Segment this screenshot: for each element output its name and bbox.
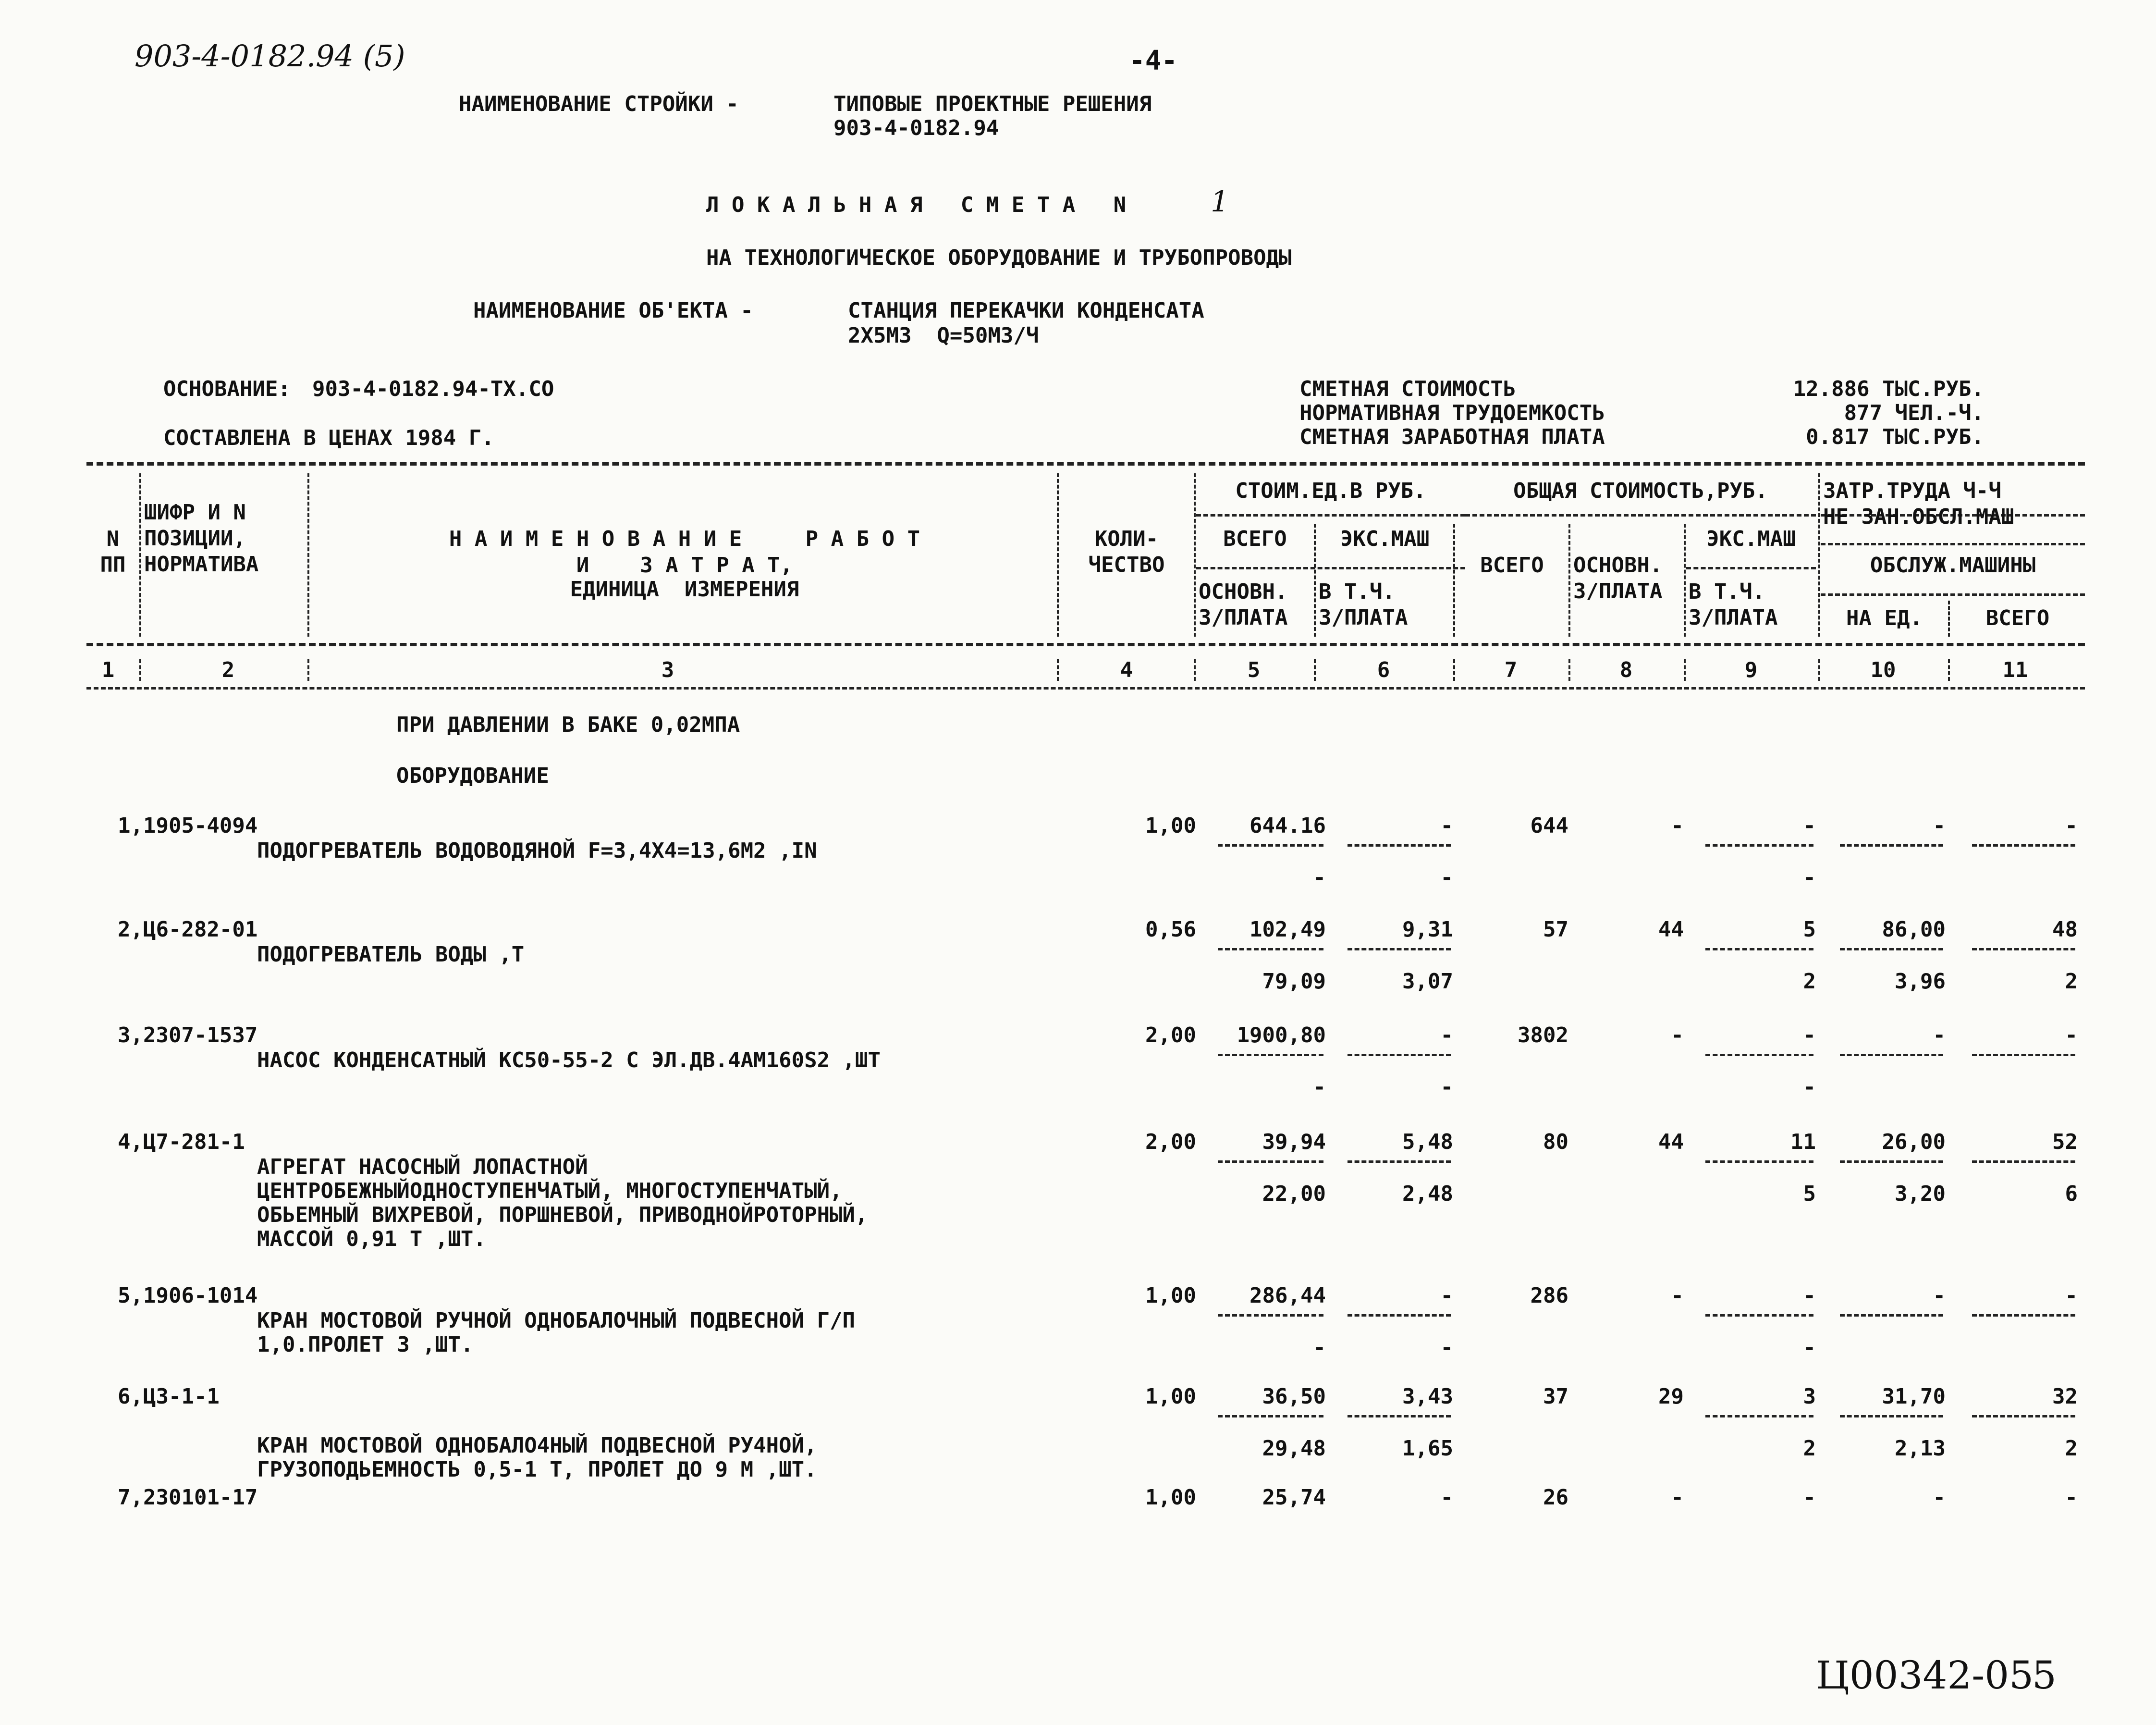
column-number: 6 [1377, 658, 1390, 682]
row-total-machine-wage: - [1803, 1075, 1816, 1099]
header-bottom-rule [86, 643, 2085, 646]
summary-value-labor: 877 ЧЕЛ.-Ч. [1844, 401, 1984, 425]
row-labor-total: 48 [2052, 917, 2078, 942]
fraction-line [1218, 1054, 1323, 1056]
fraction-line [1348, 1054, 1451, 1056]
row-unit-machine: - [1440, 1023, 1453, 1047]
object-label: НАИМЕНОВАНИЕ ОБ'ЕКТА - [473, 298, 753, 323]
header-total-machine: ЭКС.МАШ [1706, 527, 1796, 551]
fraction-line [1972, 1054, 2075, 1056]
construction-value: ТИПОВЫЕ ПРОЕКТНЫЕ РЕШЕНИЯ [833, 92, 1152, 116]
col-separator [1568, 659, 1570, 681]
row-unit-total: 286,44 [1250, 1283, 1326, 1308]
row-unit-machine-wage: 3,07 [1402, 969, 1453, 994]
row-quantity: 1,00 [1145, 1283, 1196, 1308]
row-code: 4,Ц7-281-1 [118, 1130, 245, 1154]
row-total-wage: - [1671, 1023, 1684, 1047]
row-labor-total: 52 [2052, 1130, 2078, 1154]
fraction-line [1705, 1054, 1813, 1056]
row-total-machine: 3 [1803, 1384, 1816, 1409]
col-separator [1684, 524, 1686, 637]
archive-stamp-page: 5 [2032, 1653, 2057, 1698]
row-name-line: МАССОЙ 0,91 Т ,ШТ. [257, 1227, 486, 1251]
summary-label-cost: СМЕТНАЯ СТОИМОСТЬ [1299, 377, 1516, 401]
col-separator [1818, 659, 1820, 681]
row-unit-total: 102,49 [1250, 917, 1326, 942]
header-col2: ШИФР И N ПОЗИЦИИ, НОРМАТИВА [144, 500, 259, 577]
fraction-line [1705, 1160, 1813, 1163]
summary-label-wage: СМЕТНАЯ ЗАРАБОТНАЯ ПЛАТА [1299, 425, 1605, 449]
basis-value: 903-4-0182.94-ТХ.СО [312, 377, 554, 401]
col-separator [1453, 524, 1455, 637]
row-unit-base-wage: 22,00 [1262, 1182, 1326, 1206]
header-col3-line2: И З А Т Р А Т, [576, 553, 793, 578]
row-total-machine: 11 [1790, 1130, 1816, 1154]
row-name-line: 1,0.ПРОЛЕТ 3 ,ШТ. [257, 1332, 474, 1357]
row-total: 644 [1530, 813, 1568, 838]
fraction-line [1840, 1314, 1943, 1317]
estimate-title: Л О К А Л Ь Н А Я С М Е Т А N [706, 193, 1127, 217]
row-total-wage: - [1671, 1485, 1684, 1510]
row-total-machine-wage: - [1803, 1335, 1816, 1360]
column-number: 7 [1504, 658, 1518, 682]
row-name-line: КРАН МОСТОВОЙ РУЧНОЙ ОДНОБАЛОЧНЫЙ ПОДВЕСНОЙ Г/П [257, 1308, 856, 1333]
row-unit-machine-wage: - [1440, 865, 1453, 890]
row-total-wage: - [1671, 813, 1684, 838]
column-number: 4 [1120, 658, 1133, 682]
fraction-line [1840, 844, 1943, 847]
col-separator [139, 473, 141, 637]
col-separator [1194, 659, 1196, 681]
row-name-line: ПОДОГРЕВАТЕЛЬ ВОДОВОДЯНОЙ F=3,4Х4=13,6М2 ,IN [257, 838, 817, 863]
object-value: СТАНЦИЯ ПЕРЕКАЧКИ КОНДЕНСАТА [848, 298, 1204, 323]
fraction-line [1218, 1415, 1323, 1417]
fraction-line [1218, 844, 1323, 847]
row-code: 3,2307-1537 [118, 1023, 258, 1047]
row-labor-machine-total: 2 [2065, 969, 2078, 994]
row-unit-total: 39,94 [1262, 1130, 1326, 1154]
fraction-line [1972, 1314, 2075, 1317]
object-value-2: 2Х5М3 Q=50М3/Ч [848, 323, 1039, 348]
fraction-line [1972, 1160, 2075, 1163]
fraction-line [1348, 844, 1451, 847]
column-number: 1 [101, 658, 115, 682]
row-name-line: КРАН МОСТОВОЙ ОДНОБАЛО4НЫЙ ПОДВЕСНОЙ РУ4НОЙ, [257, 1433, 817, 1458]
row-labor-unit: 31,70 [1882, 1384, 1946, 1409]
section-title: ОБОРУДОВАНИЕ [396, 764, 549, 788]
row-total-wage: 44 [1658, 917, 1684, 942]
header-labor-service: ОБСЛУЖ.МАШИНЫ [1870, 553, 2036, 578]
row-unit-machine-wage: - [1440, 1335, 1453, 1360]
row-labor-machine-unit: 2,13 [1895, 1436, 1946, 1461]
row-total: 80 [1543, 1130, 1568, 1154]
row-total: 37 [1543, 1384, 1568, 1409]
row-labor-unit: - [1933, 1023, 1946, 1047]
row-unit-machine: 5,48 [1402, 1130, 1453, 1154]
column-number: 8 [1619, 658, 1633, 682]
header-total-incl-wage: В Т.Ч. З/ПЛАТА [1689, 579, 1778, 630]
row-unit-base-wage: - [1313, 1075, 1326, 1099]
col-separator [307, 473, 309, 637]
row-total-machine-wage: 5 [1803, 1182, 1816, 1206]
col-separator [1818, 473, 1820, 637]
row-code: 2,Ц6-282-01 [118, 917, 258, 942]
col-separator [1057, 473, 1059, 637]
header-col3-line3: ЕДИНИЦА ИЗМЕРЕНИЯ [570, 577, 799, 602]
summary-value-cost: 12.886 ТЫС.РУБ. [1793, 377, 1984, 401]
row-unit-total: 36,50 [1262, 1384, 1326, 1409]
row-unit-machine-wage: 1,65 [1402, 1436, 1453, 1461]
row-quantity: 2,00 [1145, 1023, 1196, 1047]
fraction-line [1348, 1160, 1451, 1163]
row-unit-base-wage: - [1313, 865, 1326, 890]
header-labor-total: ВСЕГО [1985, 606, 2050, 630]
row-unit-machine: 9,31 [1402, 917, 1453, 942]
construction-code: 903-4-0182.94 [833, 116, 999, 140]
row-labor-unit: - [1933, 1485, 1946, 1510]
row-labor-total: - [2065, 1023, 2078, 1047]
row-name-line: ГРУЗОПОДЬЕМНОСТЬ 0,5-1 Т, ПРОЛЕТ ДО 9 М ,ШТ. [257, 1457, 817, 1482]
estimate-number: 1 [1211, 185, 1229, 219]
header-subrule [1686, 567, 1816, 569]
row-total-machine-wage: 2 [1803, 969, 1816, 994]
row-total-machine: - [1803, 1023, 1816, 1047]
header-labor: ЗАТР.ТРУДА Ч-Ч НЕ ЗАН.ОБСЛ.МАШ [1823, 479, 2014, 529]
fraction-line [1348, 1314, 1451, 1317]
column-number: 5 [1247, 658, 1261, 682]
row-unit-total: 25,74 [1262, 1485, 1326, 1510]
fraction-line [1840, 1415, 1943, 1417]
header-subrule [1196, 567, 1465, 569]
col-separator [1314, 659, 1316, 681]
header-subrule [1196, 514, 1465, 517]
row-unit-machine-wage: 2,48 [1402, 1182, 1453, 1206]
row-labor-machine-total: 2 [2065, 1436, 2078, 1461]
page-number: -4- [1129, 45, 1178, 76]
fraction-line [1705, 1314, 1813, 1317]
fraction-line [1218, 1160, 1323, 1163]
table-top-rule [86, 462, 2085, 466]
section-condition: ПРИ ДАВЛЕНИИ В БАКЕ 0,02МПА [396, 713, 740, 737]
header-subrule [1821, 593, 2085, 596]
col-separator [1194, 473, 1196, 637]
row-name-line: НАСОС КОНДЕНСАТНЫЙ КС50-55-2 С ЭЛ.ДВ.4АМ160S2 ,ШТ [257, 1048, 881, 1072]
row-labor-unit: - [1933, 813, 1946, 838]
numbers-bottom-rule [86, 687, 2085, 690]
row-total: 57 [1543, 917, 1568, 942]
row-total: 26 [1543, 1485, 1568, 1510]
fraction-line [1972, 948, 2075, 950]
construction-label: НАИМЕНОВАНИЕ СТРОЙКИ - [459, 92, 739, 116]
fraction-line [1972, 844, 2075, 847]
row-total: 286 [1530, 1283, 1568, 1308]
header-total-cost: ОБЩАЯ СТОИМОСТЬ,РУБ. [1513, 479, 1768, 503]
header-subrule [1465, 514, 1816, 517]
row-code: 6,Ц3-1-1 [118, 1384, 220, 1409]
row-quantity: 0,56 [1145, 917, 1196, 942]
row-unit-total: 644.16 [1250, 813, 1326, 838]
column-number: 11 [2002, 658, 2028, 682]
row-quantity: 2,00 [1145, 1130, 1196, 1154]
row-code: 7,230101-17 [118, 1485, 258, 1510]
row-quantity: 1,00 [1145, 1384, 1196, 1409]
fraction-line [1705, 1415, 1813, 1417]
header-unit-incl-wage: В Т.Ч. З/ПЛАТА [1319, 579, 1408, 630]
fraction-line [1705, 844, 1813, 847]
row-total-machine: 5 [1803, 917, 1816, 942]
row-labor-unit: 86,00 [1882, 917, 1946, 942]
header-unit-base-wage: ОСНОВН. З/ПЛАТА [1199, 579, 1288, 630]
fraction-line [1840, 948, 1943, 950]
row-total-machine: - [1803, 813, 1816, 838]
row-name-line: ЦЕНТРОБЕЖНЫЙОДНОСТУПЕНЧАТЫЙ, МНОГОСТУПЕНЧАТЫЙ, [257, 1179, 843, 1203]
summary-value-wage: 0.817 ТЫС.РУБ. [1806, 425, 1984, 449]
header-col1: N ПП [100, 527, 126, 577]
col-separator [1568, 524, 1570, 637]
row-labor-machine-unit: 3,96 [1895, 969, 1946, 994]
row-labor-total: - [2065, 813, 2078, 838]
row-name-line: АГРЕГАТ НАСОСНЫЙ ЛОПАСТНОЙ [257, 1155, 588, 1179]
fraction-line [1348, 1415, 1451, 1417]
row-unit-machine: 3,43 [1402, 1384, 1453, 1409]
header-unit-machine: ЭКС.МАШ [1340, 527, 1430, 551]
col-separator [1948, 659, 1950, 681]
row-labor-total: 32 [2052, 1384, 2078, 1409]
col-separator [1684, 659, 1686, 681]
row-unit-machine: - [1440, 813, 1453, 838]
fraction-line [1705, 948, 1813, 950]
summary-label-labor: НОРМАТИВНАЯ ТРУДОЕМКОСТЬ [1299, 401, 1605, 425]
row-labor-machine-unit: 3,20 [1895, 1182, 1946, 1206]
header-subrule [1821, 543, 2085, 545]
header-total-base-wage: ОСНОВН. З/ПЛАТА [1573, 553, 1663, 604]
row-labor-total: - [2065, 1283, 2078, 1308]
row-total-machine: - [1803, 1283, 1816, 1308]
row-labor-machine-total: 6 [2065, 1182, 2078, 1206]
header-unit-total: ВСЕГО [1223, 527, 1287, 551]
row-total-wage: 29 [1658, 1384, 1684, 1409]
col-separator [1314, 524, 1316, 637]
fraction-line [1840, 1054, 1943, 1056]
col-separator [1453, 659, 1455, 681]
fraction-line [1348, 948, 1451, 950]
row-quantity: 1,00 [1145, 813, 1196, 838]
archive-stamp: Ц00342-05 [1816, 1653, 2034, 1698]
handwritten-document-code: 903-4-0182.94 (5) [135, 38, 405, 74]
estimate-subtitle: НА ТЕХНОЛОГИЧЕСКОЕ ОБОРУДОВАНИЕ И ТРУБОПРОВОДЫ [706, 246, 1292, 270]
header-total-all: ВСЕГО [1480, 553, 1544, 578]
row-total-wage: - [1671, 1283, 1684, 1308]
row-total-machine-wage: - [1803, 865, 1816, 890]
header-unit-cost: СТОИМ.ЕД.В РУБ. [1235, 479, 1426, 503]
row-unit-base-wage: 79,09 [1262, 969, 1326, 994]
row-total-machine: - [1803, 1485, 1816, 1510]
row-unit-machine: - [1440, 1283, 1453, 1308]
row-unit-machine-wage: - [1440, 1075, 1453, 1099]
header-col4: КОЛИ- ЧЕСТВО [1088, 527, 1165, 577]
col-separator [1057, 659, 1059, 681]
fraction-line [1840, 1160, 1943, 1163]
row-labor-total: - [2065, 1485, 2078, 1510]
col-separator [307, 659, 309, 681]
row-total-wage: 44 [1658, 1130, 1684, 1154]
row-quantity: 1,00 [1145, 1485, 1196, 1510]
col-separator [1948, 601, 1950, 637]
row-code: 1,1905-4094 [118, 813, 258, 838]
row-labor-unit: 26,00 [1882, 1130, 1946, 1154]
column-number: 10 [1870, 658, 1896, 682]
row-labor-unit: - [1933, 1283, 1946, 1308]
fraction-line [1218, 1314, 1323, 1317]
fraction-line [1218, 948, 1323, 950]
column-number: 3 [661, 658, 674, 682]
row-name-line: ОБЬЕМНЫЙ ВИХРЕВОЙ, ПОРШНЕВОЙ, ПРИВОДНОЙРОТОРНЫЙ, [257, 1203, 868, 1227]
col-separator [139, 659, 141, 681]
row-name-line: ПОДОГРЕВАТЕЛЬ ВОДЫ ,Т [257, 942, 525, 967]
header-labor-per-unit: НА ЕД. [1846, 606, 1923, 630]
row-code: 5,1906-1014 [118, 1283, 258, 1308]
row-unit-base-wage: 29,48 [1262, 1436, 1326, 1461]
row-unit-machine: - [1440, 1485, 1453, 1510]
header-col3-line1: Н А И М Е Н О В А Н И Е Р А Б О Т [449, 527, 920, 551]
row-unit-base-wage: - [1313, 1335, 1326, 1360]
row-unit-total: 1900,80 [1237, 1023, 1326, 1047]
column-number: 9 [1744, 658, 1758, 682]
prices-label: СОСТАВЛЕНА В ЦЕНАХ 1984 Г. [163, 426, 494, 450]
row-total: 3802 [1518, 1023, 1568, 1047]
fraction-line [1972, 1415, 2075, 1417]
column-number: 2 [221, 658, 235, 682]
basis-label: ОСНОВАНИЕ: [163, 377, 291, 401]
row-total-machine-wage: 2 [1803, 1436, 1816, 1461]
